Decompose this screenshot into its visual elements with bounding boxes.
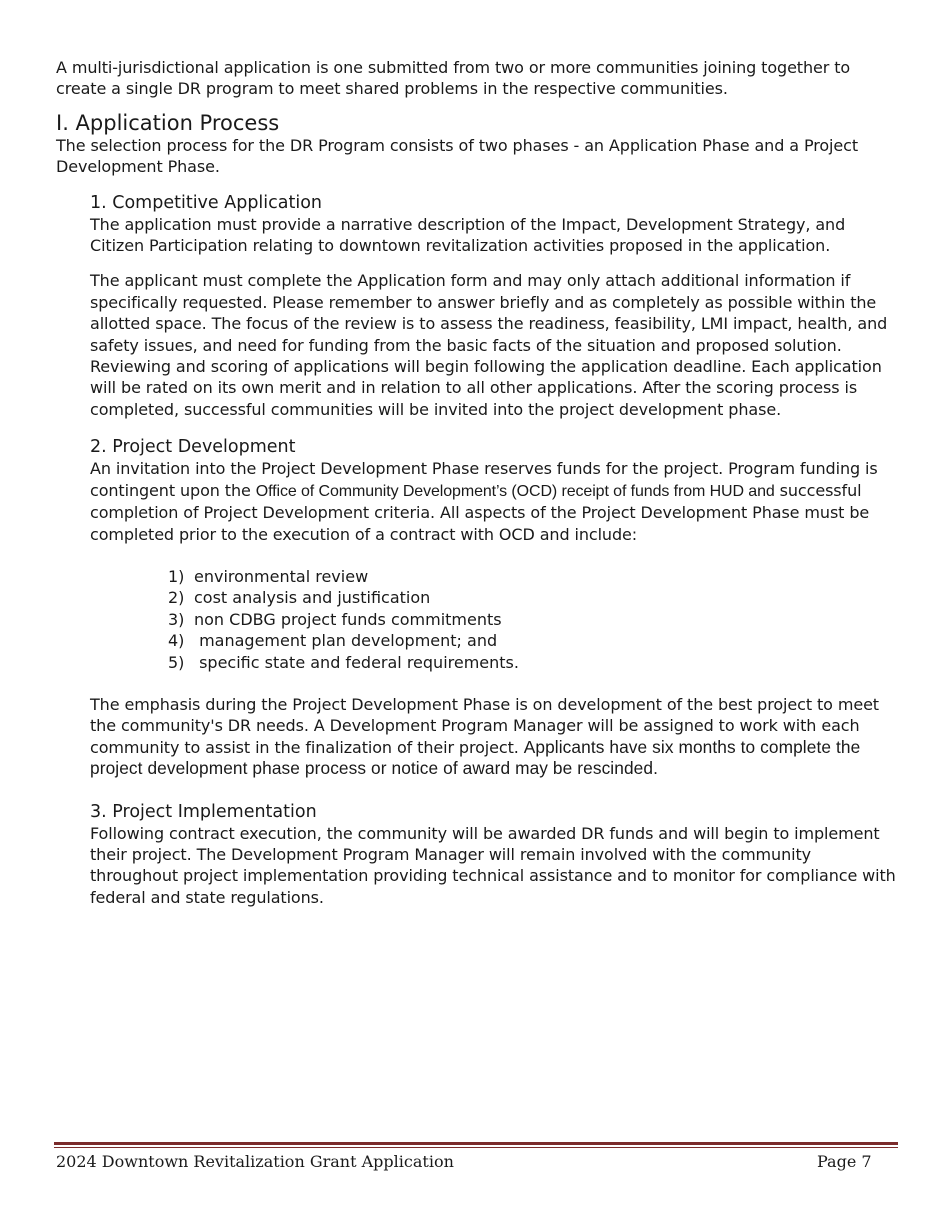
list-item-number: 3) — [168, 609, 185, 629]
list-item — [168, 609, 902, 630]
project-implementation-heading: 3. Project Implementation — [90, 801, 317, 822]
list-item — [168, 587, 902, 608]
footer-rule-thin — [54, 1147, 898, 1148]
footer-rule — [54, 1142, 898, 1145]
page-number: Page 7 — [817, 1152, 872, 1171]
intro-paragraph: A multi-jurisdictional application is one submitted from two or more communities joining together to create a single DR program to meet shared problems in the respective communities. — [56, 58, 851, 99]
list-item-text: cost analysis and justification — [194, 588, 431, 608]
list-item-number: 5) — [168, 652, 185, 672]
competitive-application-paragraph-1: The application must provide a narrative description of the Impact, Development Strategy, and Citizen Participation relating to downtown revitalization activities proposed in the application. — [90, 214, 846, 256]
list-item-text: specific state and federal requirements. — [194, 652, 519, 672]
project-implementation-paragraph: Following contract execution, the community will be awarded DR funds and will begin to implement their project. The Development Program Manager will remain involved with the community throughout project implementation providing technical assistance and to monitor for compliance with federal and state regulations. — [90, 823, 896, 907]
project-development-emphasis-text: The emphasis during the Project Development Phase is on development of the best project to meet the community's DR needs. A Development Program Manager will be assigned to work with each community to assist in the finalization of their project. — [90, 694, 879, 757]
list-item — [168, 630, 902, 651]
list-item-number: 1) — [168, 566, 185, 586]
competitive-application-paragraph-2: The applicant must complete the Application form and may only attach additional information if specifically requested. Please remember to answer briefly and as completely as possible within the allotted space. The focus of the review is to assess the readiness, feasibility, LMI impact, health, and safety issues, and need for funding from the basic facts of the situation and proposed solution. Reviewing and scoring of applications will begin following the application deadline. Each application will be rated on its own merit and in relation to all other applications. After the scoring process is completed, successful communities will be invited into the project development phase. — [90, 271, 888, 419]
project-development-heading: 2. Project Development — [90, 437, 296, 458]
list-item-text: management plan development; and — [194, 631, 498, 651]
application-process-paragraph: The selection process for the DR Program consists of two phases - an Application Phase and a Project Development Phase. — [56, 135, 859, 177]
list-item-text: non CDBG project funds commitments — [194, 609, 502, 629]
document-page — [56, 57, 901, 908]
project-development-text-c: successful completion of Project Development criteria. All aspects of the Project Development Phase must be completed prior to the execution of a contract with OCD and include: — [90, 480, 870, 544]
project-development-text-a: An invitation into the Project Development Phase reserves funds for the project. Program funding is contingent upon the — [90, 459, 878, 500]
footer-title: 2024 Downtown Revitalization Grant Application — [56, 1152, 454, 1171]
competitive-application-heading: 1. Competitive Application — [90, 192, 323, 213]
list-item-number: 2) — [168, 588, 185, 608]
project-development-paragraph-2 — [90, 694, 902, 780]
list-item-number: 4) — [168, 631, 185, 651]
section-heading-application-process: I. Application Process — [56, 110, 280, 135]
project-development-paragraph-1 — [90, 458, 902, 545]
six-months-notice-text: Applicants have six months to complete the project development phase process or notice of award may be rescinded. — [90, 736, 861, 779]
list-item — [168, 652, 902, 673]
project-development-text-b: Office of Community Development’s (OCD) receipt of funds from HUD and — [255, 482, 775, 500]
requirements-list — [90, 566, 902, 673]
list-item — [168, 566, 902, 587]
list-item-text: environmental review — [194, 566, 369, 586]
application-phases — [90, 192, 902, 909]
